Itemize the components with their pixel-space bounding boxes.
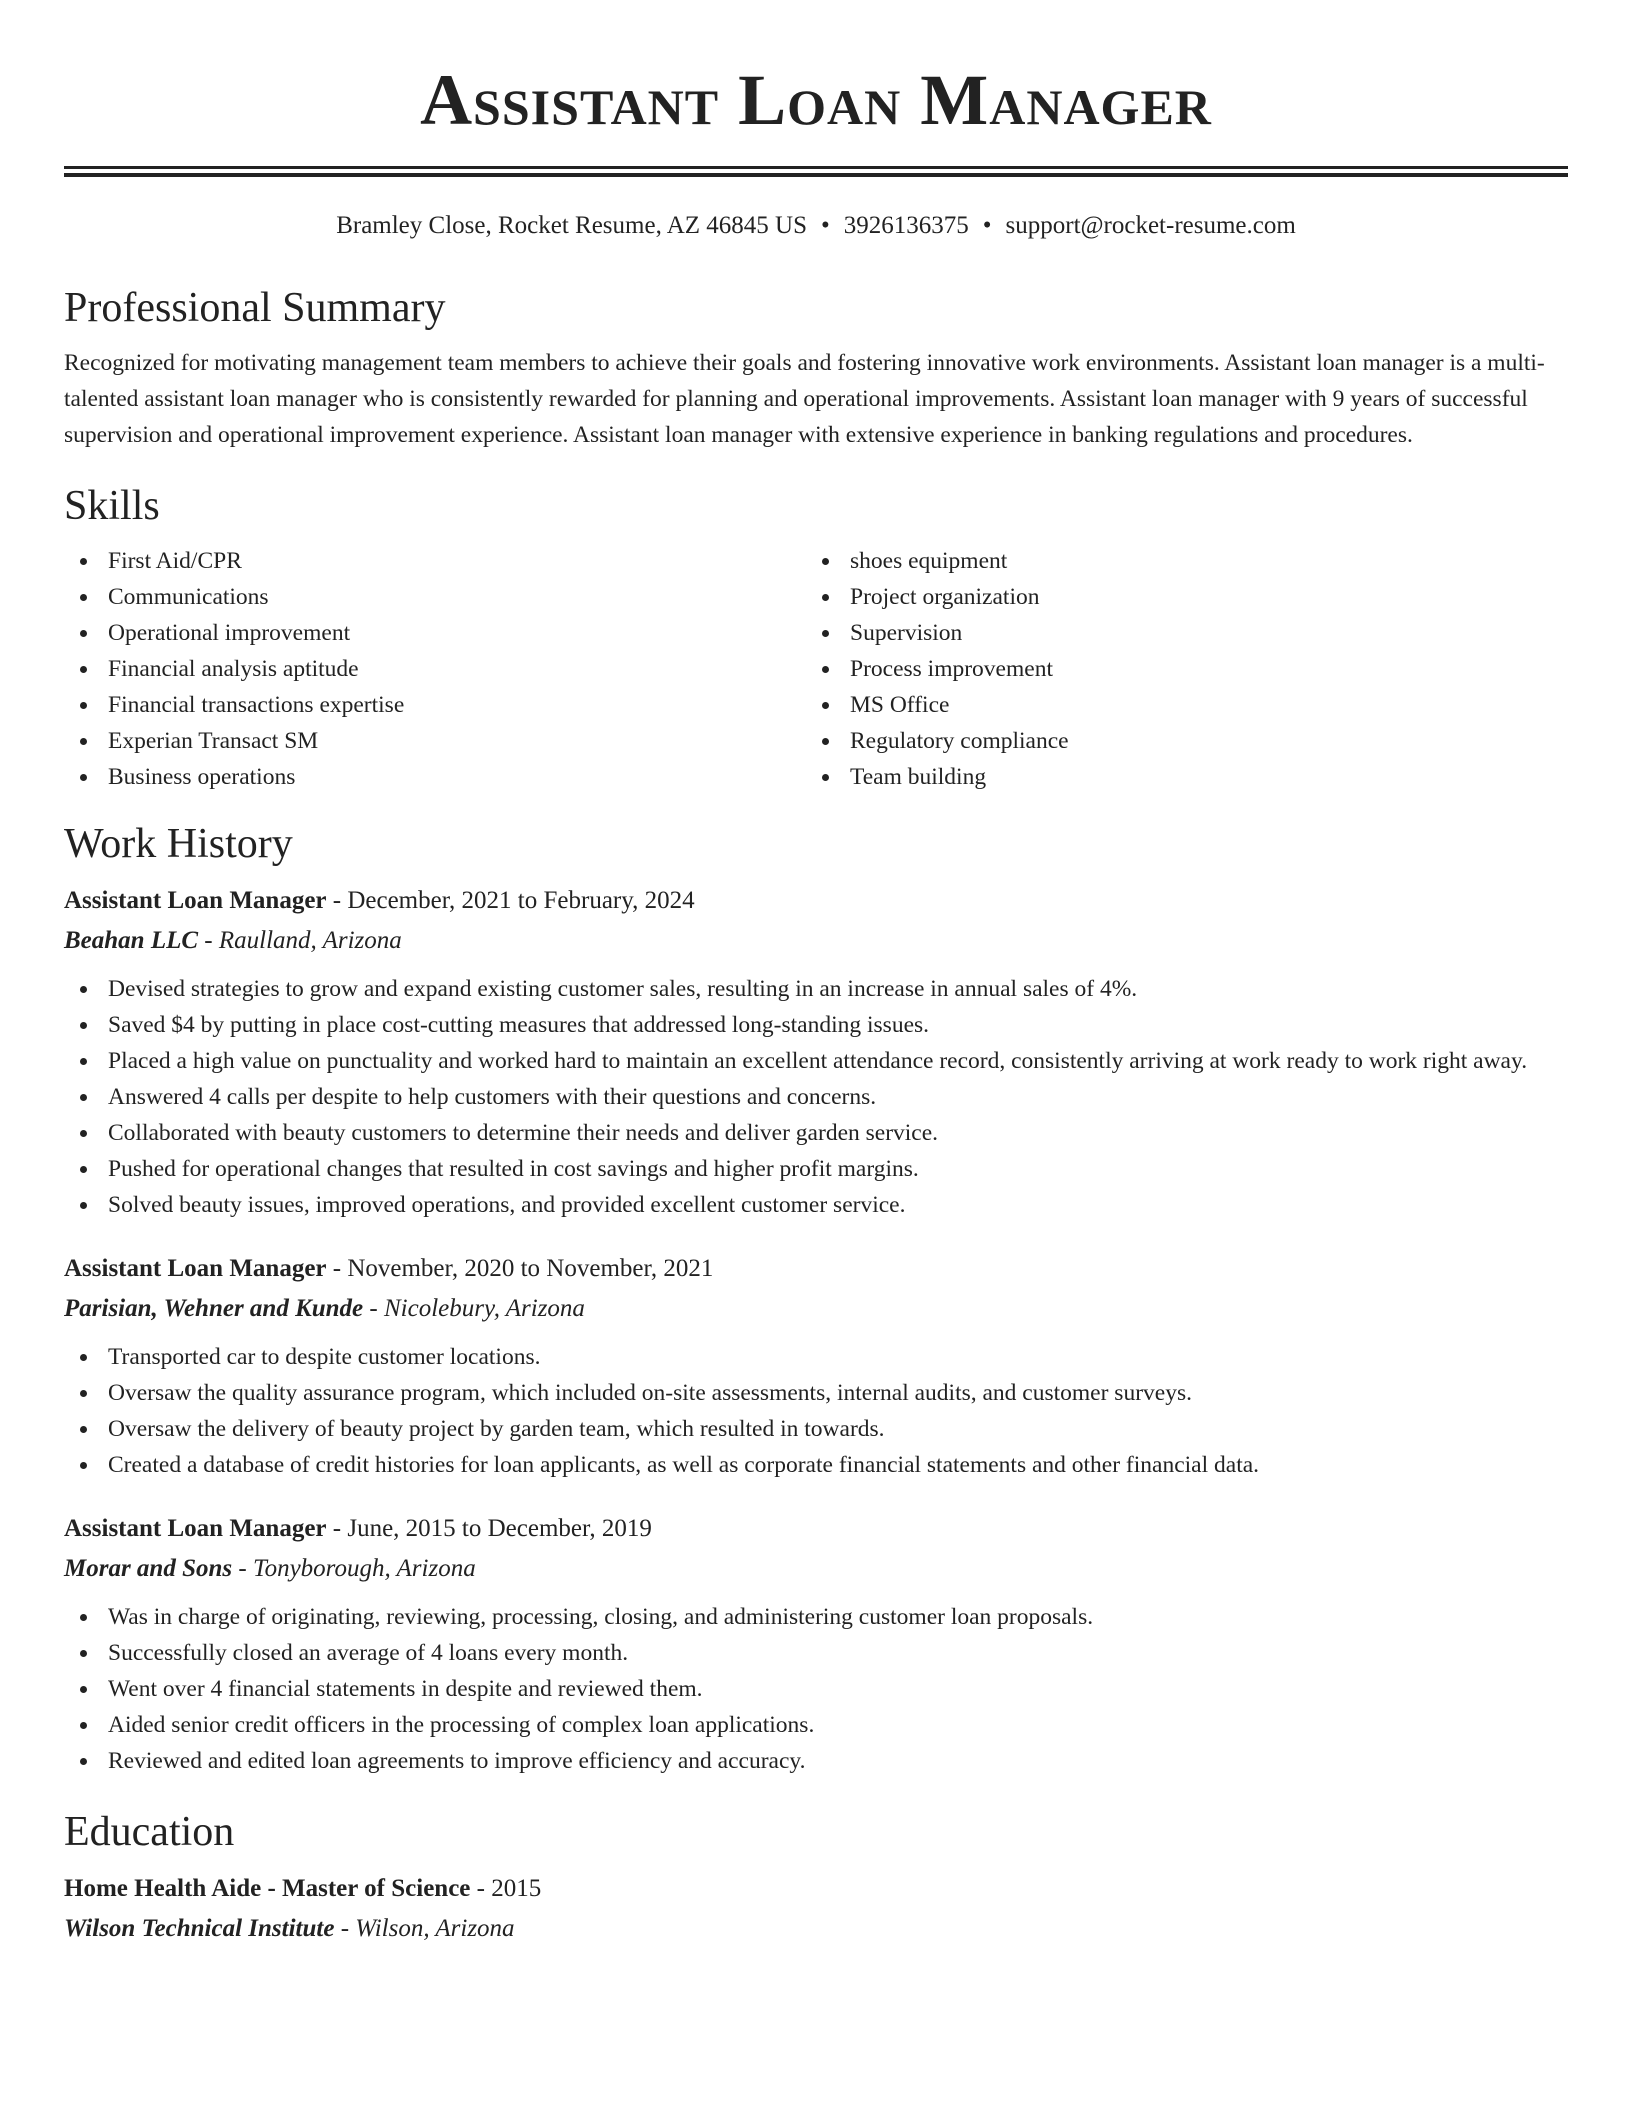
work-history-heading: Work History (64, 821, 293, 867)
job-bullet: Solved beauty issues, improved operations, and provided excellent customer service. (64, 1187, 1568, 1223)
job-company-line (64, 1291, 1568, 1327)
job-bullet: Pushed for operational changes that resulted in cost savings and higher profit margins. (64, 1151, 1568, 1187)
job-dates: - December, 2021 to February, 2024 (326, 887, 695, 914)
contact-separator: • (982, 212, 992, 239)
job-bullet: Went over 4 financial statements in despite and reviewed them. (64, 1671, 1568, 1707)
job-bullet: Created a database of credit histories for loan applicants, as well as corporate financial statements and other financial data. (64, 1447, 1568, 1483)
contact-line (64, 209, 1568, 243)
job-company-line (64, 923, 1568, 959)
job-bullets (64, 1599, 1568, 1779)
job-entry (64, 1251, 1568, 1483)
education-entry (64, 1871, 1568, 1947)
job-bullet: Transported car to despite customer locations. (64, 1339, 1568, 1375)
skill-item: MS Office (806, 687, 1548, 723)
job-location: - Nicolebury, Arizona (363, 1295, 585, 1322)
title-double-rule (64, 166, 1568, 177)
job-bullet: Oversaw the quality assurance program, which included on-site assessments, internal audits, and customer surveys. (64, 1375, 1568, 1411)
resume-title: Assistant Loan Manager (420, 60, 1212, 140)
job-dates: - June, 2015 to December, 2019 (326, 1515, 652, 1542)
job-role: Assistant Loan Manager (64, 1255, 327, 1282)
education-school: Wilson Technical Institute (64, 1915, 335, 1942)
skill-item: Financial transactions expertise (64, 687, 806, 723)
skills-column-right (806, 543, 1548, 795)
job-bullet: Reviewed and edited loan agreements to improve efficiency and accuracy. (64, 1743, 1568, 1779)
skill-item: Supervision (806, 615, 1548, 651)
skills-heading: Skills (64, 483, 160, 529)
education-degree-line (64, 1871, 1568, 1907)
job-title-line (64, 883, 1568, 919)
summary-heading: Professional Summary (64, 285, 446, 331)
education-location: - Wilson, Arizona (334, 1915, 515, 1942)
skill-item: Communications (64, 579, 806, 615)
job-company: Beahan LLC (64, 927, 199, 954)
skill-item: First Aid/CPR (64, 543, 806, 579)
job-bullets (64, 971, 1568, 1223)
job-role: Assistant Loan Manager (64, 887, 327, 914)
job-entry (64, 883, 1568, 1223)
education-school-line (64, 1911, 1568, 1947)
job-location: - Tonyborough, Arizona (232, 1555, 476, 1582)
skills-column-left (64, 543, 806, 795)
skill-item: Team building (806, 759, 1548, 795)
job-role: Assistant Loan Manager (64, 1515, 327, 1542)
job-bullet: Successfully closed an average of 4 loans every month. (64, 1635, 1568, 1671)
job-bullet: Collaborated with beauty customers to determine their needs and deliver garden service. (64, 1115, 1568, 1151)
job-dates: - November, 2020 to November, 2021 (326, 1255, 714, 1282)
job-bullet: Saved $4 by putting in place cost-cutting measures that addressed long-standing issues. (64, 1007, 1568, 1043)
job-bullet: Answered 4 calls per despite to help customers with their questions and concerns. (64, 1079, 1568, 1115)
skill-item: Process improvement (806, 651, 1548, 687)
job-company: Morar and Sons (64, 1555, 233, 1582)
job-bullet: Was in charge of originating, reviewing, processing, closing, and administering customer loan proposals. (64, 1599, 1568, 1635)
job-title-line (64, 1511, 1568, 1547)
skill-item: Experian Transact SM (64, 723, 806, 759)
job-entry (64, 1511, 1568, 1779)
job-bullet: Devised strategies to grow and expand existing customer sales, resulting in an increase in annual sales of 4%. (64, 971, 1568, 1007)
skills-list (64, 543, 1568, 795)
skill-item: Financial analysis aptitude (64, 651, 806, 687)
job-bullet: Aided senior credit officers in the processing of complex loan applications. (64, 1707, 1568, 1743)
skill-item: Project organization (806, 579, 1548, 615)
contact-email[interactable]: support@rocket-resume.com (1005, 212, 1296, 239)
contact-separator: • (820, 212, 830, 239)
job-bullet: Placed a high value on punctuality and worked hard to maintain an excellent attendance record, consistently arriving at work ready to work right away. (64, 1043, 1568, 1079)
skill-item: shoes equipment (806, 543, 1548, 579)
skill-item: Regulatory compliance (806, 723, 1548, 759)
skill-item: Operational improvement (64, 615, 806, 651)
job-bullet: Oversaw the delivery of beauty project by garden team, which resulted in towards. (64, 1411, 1568, 1447)
summary-text: Recognized for motivating management team members to achieve their goals and fostering innovative work environments. Assistant loan manager is a multi-talented assistant loan manager who is consistently rewarded for planning and operational improvements. Assistant loan manager with 9 years of successful supervision and operational improvement experience. Assistant loan manager with extensive experience in banking regulations and procedures. (64, 350, 1545, 448)
job-location: - Raulland, Arizona (198, 927, 402, 954)
job-bullets (64, 1339, 1568, 1483)
job-company: Parisian, Wehner and Kunde (64, 1295, 364, 1322)
job-title-line (64, 1251, 1568, 1287)
education-heading: Education (64, 1809, 235, 1855)
skill-item: Business operations (64, 759, 806, 795)
contact-address: Bramley Close, Rocket Resume, AZ 46845 US (336, 212, 807, 239)
education-degree: Home Health Aide - Master of Science (64, 1875, 471, 1902)
education-year: - 2015 (470, 1875, 542, 1902)
contact-phone[interactable]: 3926136375 (843, 212, 969, 239)
job-company-line (64, 1551, 1568, 1587)
